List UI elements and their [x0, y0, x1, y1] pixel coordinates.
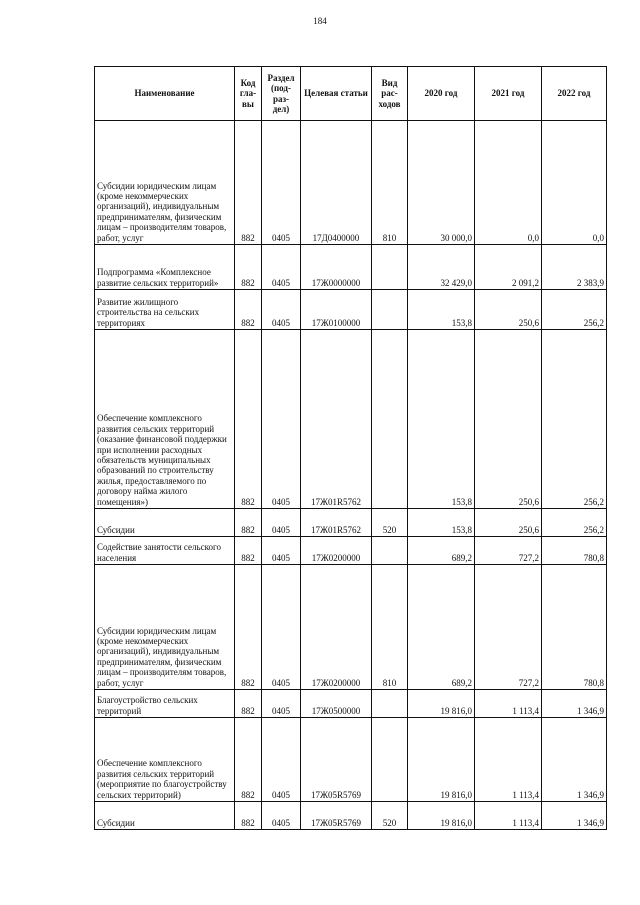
row-razdel: 0405 [262, 537, 301, 565]
row-2022: 780,8 [542, 537, 607, 565]
row-tselevaya: 17Ж0000000 [301, 245, 372, 290]
row-kod: 882 [235, 565, 262, 690]
row-2021: 1 113,4 [475, 802, 542, 830]
header-name: Наименование [95, 67, 235, 121]
row-2022: 780,8 [542, 565, 607, 690]
row-2021: 1 113,4 [475, 718, 542, 802]
row-name: Подпрограмма «Комплексное развитие сельских территорий» [95, 245, 235, 290]
row-name: Благоустройство сельских территорий [95, 690, 235, 718]
header-kod-glavy: Код гла- вы [235, 67, 262, 121]
row-2021: 1 113,4 [475, 690, 542, 718]
row-2022: 1 346,9 [542, 718, 607, 802]
header-2021: 2021 год [475, 67, 542, 121]
table-row [95, 121, 607, 245]
header-2022: 2022 год [542, 67, 607, 121]
row-2022: 256,2 [542, 509, 607, 537]
row-razdel: 0405 [262, 245, 301, 290]
row-tselevaya: 17Ж01R5762 [301, 509, 372, 537]
row-name: Развитие жилищного строительства на сельских территориях [95, 290, 235, 330]
row-2020: 689,2 [408, 565, 475, 690]
row-vid: 810 [372, 121, 408, 245]
table-row [95, 718, 607, 802]
row-tselevaya: 17Ж0100000 [301, 290, 372, 330]
row-razdel: 0405 [262, 802, 301, 830]
row-2021: 250,6 [475, 330, 542, 509]
row-razdel: 0405 [262, 718, 301, 802]
row-2021: 727,2 [475, 537, 542, 565]
row-2022: 1 346,9 [542, 802, 607, 830]
row-vid [372, 290, 408, 330]
table-row [95, 509, 607, 537]
header-razdel: Раздел (под- раз- дел) [262, 67, 301, 121]
row-2022: 0,0 [542, 121, 607, 245]
row-2020: 19 816,0 [408, 690, 475, 718]
budget-table [94, 66, 607, 830]
row-2022: 256,2 [542, 290, 607, 330]
header-2020: 2020 год [408, 67, 475, 121]
row-kod: 882 [235, 537, 262, 565]
row-2021: 0,0 [475, 121, 542, 245]
row-vid [372, 718, 408, 802]
row-razdel: 0405 [262, 509, 301, 537]
row-2020: 153,8 [408, 290, 475, 330]
row-name: Субсидии [95, 509, 235, 537]
row-kod: 882 [235, 718, 262, 802]
row-2022: 1 346,9 [542, 690, 607, 718]
table-row [95, 690, 607, 718]
row-kod: 882 [235, 690, 262, 718]
table-row [95, 330, 607, 509]
row-tselevaya: 17Ж0500000 [301, 690, 372, 718]
row-tselevaya: 17Ж0200000 [301, 565, 372, 690]
row-vid [372, 330, 408, 509]
table-row [95, 537, 607, 565]
row-kod: 882 [235, 802, 262, 830]
row-kod: 882 [235, 121, 262, 245]
row-tselevaya: 17Ж0200000 [301, 537, 372, 565]
row-2020: 19 816,0 [408, 718, 475, 802]
row-name: Субсидии юридическим лицам (кроме некоммерческих организаций), индивидуальным предпринимателям, физическим лицам – производителям товаров, работ, услуг [95, 565, 235, 690]
row-tselevaya: 17Ж05R5769 [301, 802, 372, 830]
row-tselevaya: 17Д0400000 [301, 121, 372, 245]
header-tselevaya: Целевая статьи [301, 67, 372, 121]
row-name: Обеспечение комплексного развития сельских территорий (мероприятие по благоустройству сельских территорий) [95, 718, 235, 802]
table-row [95, 245, 607, 290]
table-row [95, 802, 607, 830]
table-row [95, 290, 607, 330]
row-2020: 153,8 [408, 509, 475, 537]
row-name: Обеспечение комплексного развития сельских территорий (оказание финансовой поддержки при исполнении расходных обязательств муниципальных образований по строительству жилья, предоставляемого по договору найма жилого помещения») [95, 330, 235, 509]
row-razdel: 0405 [262, 330, 301, 509]
row-vid [372, 537, 408, 565]
row-razdel: 0405 [262, 690, 301, 718]
row-vid: 520 [372, 802, 408, 830]
table-row [95, 565, 607, 690]
row-2021: 2 091,2 [475, 245, 542, 290]
row-name: Содействие занятости сельского населения [95, 537, 235, 565]
row-2020: 32 429,0 [408, 245, 475, 290]
row-2021: 727,2 [475, 565, 542, 690]
row-2020: 30 000,0 [408, 121, 475, 245]
row-tselevaya: 17Ж01R5762 [301, 330, 372, 509]
row-razdel: 0405 [262, 290, 301, 330]
row-2020: 689,2 [408, 537, 475, 565]
row-name: Субсидии [95, 802, 235, 830]
row-kod: 882 [235, 290, 262, 330]
row-2020: 153,8 [408, 330, 475, 509]
row-razdel: 0405 [262, 565, 301, 690]
row-kod: 882 [235, 245, 262, 290]
row-2022: 256,2 [542, 330, 607, 509]
row-vid: 810 [372, 565, 408, 690]
row-2021: 250,6 [475, 509, 542, 537]
header-vid: Вид рас- ходов [372, 67, 408, 121]
row-2022: 2 383,9 [542, 245, 607, 290]
row-tselevaya: 17Ж05R5769 [301, 718, 372, 802]
row-kod: 882 [235, 330, 262, 509]
row-kod: 882 [235, 509, 262, 537]
row-2020: 19 816,0 [408, 802, 475, 830]
row-name: Субсидии юридическим лицам (кроме некоммерческих организаций), индивидуальным предпринимателям, физическим лицам – производителям товаров, работ, услуг [95, 121, 235, 245]
row-2021: 250,6 [475, 290, 542, 330]
page-number: 184 [313, 16, 327, 26]
row-vid [372, 690, 408, 718]
row-razdel: 0405 [262, 121, 301, 245]
table-header-row [95, 67, 607, 121]
row-vid: 520 [372, 509, 408, 537]
row-vid [372, 245, 408, 290]
